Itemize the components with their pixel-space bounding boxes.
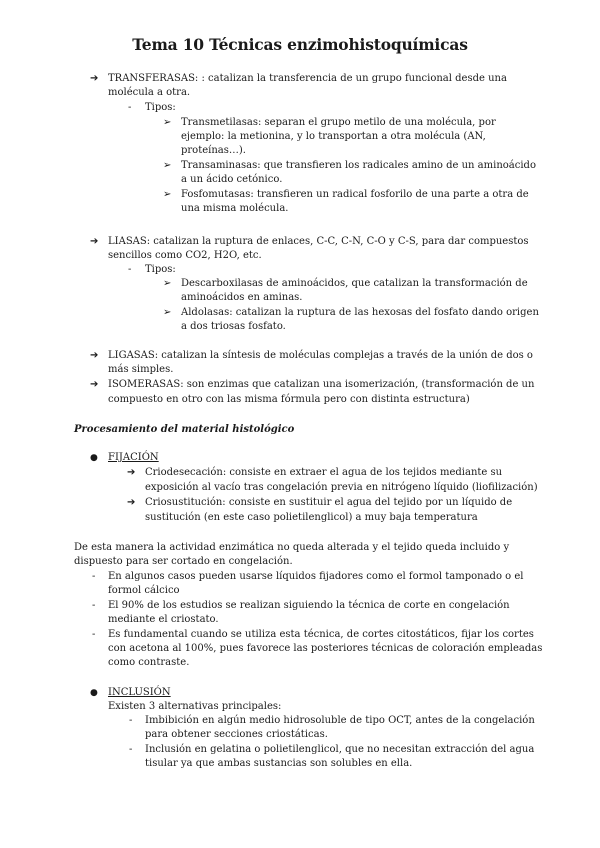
text-line: sencillos como CO2, H2O, etc. xyxy=(108,250,262,261)
text-line: tisular ya que ambas sustancias son solubles en ella. xyxy=(145,758,413,769)
dot-bullet-icon: ● xyxy=(90,688,98,698)
text-line: De esta manera la actividad enzimática no queda alterada y el tejido queda incluido y xyxy=(74,542,510,553)
text-line: exposición al vacío tras congelación previa en nitrógeno líquido (liofilización) xyxy=(145,482,538,493)
text-line: compuesto en otro con las misma fórmula pero con distinta estructura) xyxy=(108,394,470,405)
text-line: Criosustitución: consiste en sustituir el agua del tejido por un líquido de xyxy=(145,497,513,508)
text-line: molécula a otra. xyxy=(108,87,191,98)
chevron-bullet-icon: ➢ xyxy=(163,117,172,128)
dash-bullet-icon: - xyxy=(92,629,96,640)
text-line: Aldolasas: catalizan la ruptura de las hexosas del fosfato dando origen xyxy=(181,307,539,318)
text-line: Existen 3 alternativas principales: xyxy=(108,701,282,712)
text-line: como contraste. xyxy=(108,657,190,668)
text-line: LIASAS: catalizan la ruptura de enlaces, C-C, C-N, C-O y C-S, para dar compuestos xyxy=(108,236,529,247)
dash-bullet-icon: - xyxy=(128,264,132,275)
text-line: mediante el criostato. xyxy=(108,614,219,625)
text-line: dispuesto para ser cortado en congelación. xyxy=(74,556,293,567)
text-line: Imbibición en algún medio hidrosoluble de tipo OCT, antes de la congelación xyxy=(145,715,535,726)
subsection-label: FIJACIÓN xyxy=(108,452,159,463)
text-line: sustitución (en este caso polietilenglicol) a muy baja temperatura xyxy=(145,512,478,523)
text-line: Fosfomutasas: transfieren un radical fosforilo de una parte a otra de xyxy=(181,189,529,200)
chevron-bullet-icon: ➢ xyxy=(163,278,172,289)
dash-bullet-icon: - xyxy=(128,102,132,113)
arrow-bullet-icon: ➔ xyxy=(90,379,99,390)
text-line: Es fundamental cuando se utiliza esta técnica, de cortes citostáticos, fijar los cortes xyxy=(108,629,534,640)
arrow-bullet-icon: ➔ xyxy=(90,350,99,361)
arrow-bullet-icon: ➔ xyxy=(127,467,136,478)
dash-bullet-icon: - xyxy=(129,715,133,726)
arrow-bullet-icon: ➔ xyxy=(90,236,99,247)
text-line: una misma molécula. xyxy=(181,203,289,214)
dash-bullet-icon: - xyxy=(92,600,96,611)
text-line: ISOMERASAS: son enzimas que catalizan una isomerización, (transformación de un xyxy=(108,379,535,390)
text-line: Tipos: xyxy=(145,264,176,275)
text-line: aminoácidos en aminas. xyxy=(181,292,303,303)
arrow-bullet-icon: ➔ xyxy=(90,73,99,84)
text-line: LIGASAS: catalizan la síntesis de moléculas complejas a través de la unión de dos o xyxy=(108,350,533,361)
text-line: Criodesecación: consiste en extraer el agua de los tejidos mediante su xyxy=(145,467,503,478)
chevron-bullet-icon: ➢ xyxy=(163,189,172,200)
text-line: formol cálcico xyxy=(108,585,180,596)
text-line: ejemplo: la metionina, y lo transportan a otra molécula (AN, xyxy=(181,131,486,142)
text-line: a dos triosas fosfato. xyxy=(181,321,286,332)
text-line: a un ácido cetónico. xyxy=(181,174,283,185)
text-line: El 90% de los estudios se realizan siguiendo la técnica de corte en congelación xyxy=(108,600,510,611)
text-line: con acetona al 100%, pues favorece las posteriores técnicas de coloración empleadas xyxy=(108,643,543,654)
subsection-label: INCLUSIÓN xyxy=(108,687,171,698)
text-line: Transmetilasas: separan el grupo metilo de una molécula, por xyxy=(181,117,496,128)
text-line: Tipos: xyxy=(145,102,176,113)
dash-bullet-icon: - xyxy=(129,744,133,755)
arrow-bullet-icon: ➔ xyxy=(127,497,136,508)
page-title: Tema 10 Técnicas enzimohistoquímicas xyxy=(132,35,468,54)
text-line: más simples. xyxy=(108,364,174,375)
text-line: Inclusión en gelatina o polietilenglicol, que no necesitan extracción del agua xyxy=(145,744,535,755)
text-line: TRANSFERASAS: : catalizan la transferencia de un grupo funcional desde una xyxy=(108,73,507,84)
text-line: para obtener secciones criostáticas. xyxy=(145,729,328,740)
dash-bullet-icon: - xyxy=(92,571,96,582)
dot-bullet-icon: ● xyxy=(90,453,98,463)
chevron-bullet-icon: ➢ xyxy=(163,160,172,171)
chevron-bullet-icon: ➢ xyxy=(163,307,172,318)
text-line: En algunos casos pueden usarse líquidos fijadores como el formol tamponado o el xyxy=(108,571,524,582)
text-line: Descarboxilasas de aminoácidos, que catalizan la transformación de xyxy=(181,278,528,289)
text-line: Transaminasas: que transfieren los radicales amino de un aminoácido xyxy=(181,160,536,171)
text-line: proteínas…). xyxy=(181,145,246,156)
section-heading: Procesamiento del material histológico xyxy=(74,424,295,435)
